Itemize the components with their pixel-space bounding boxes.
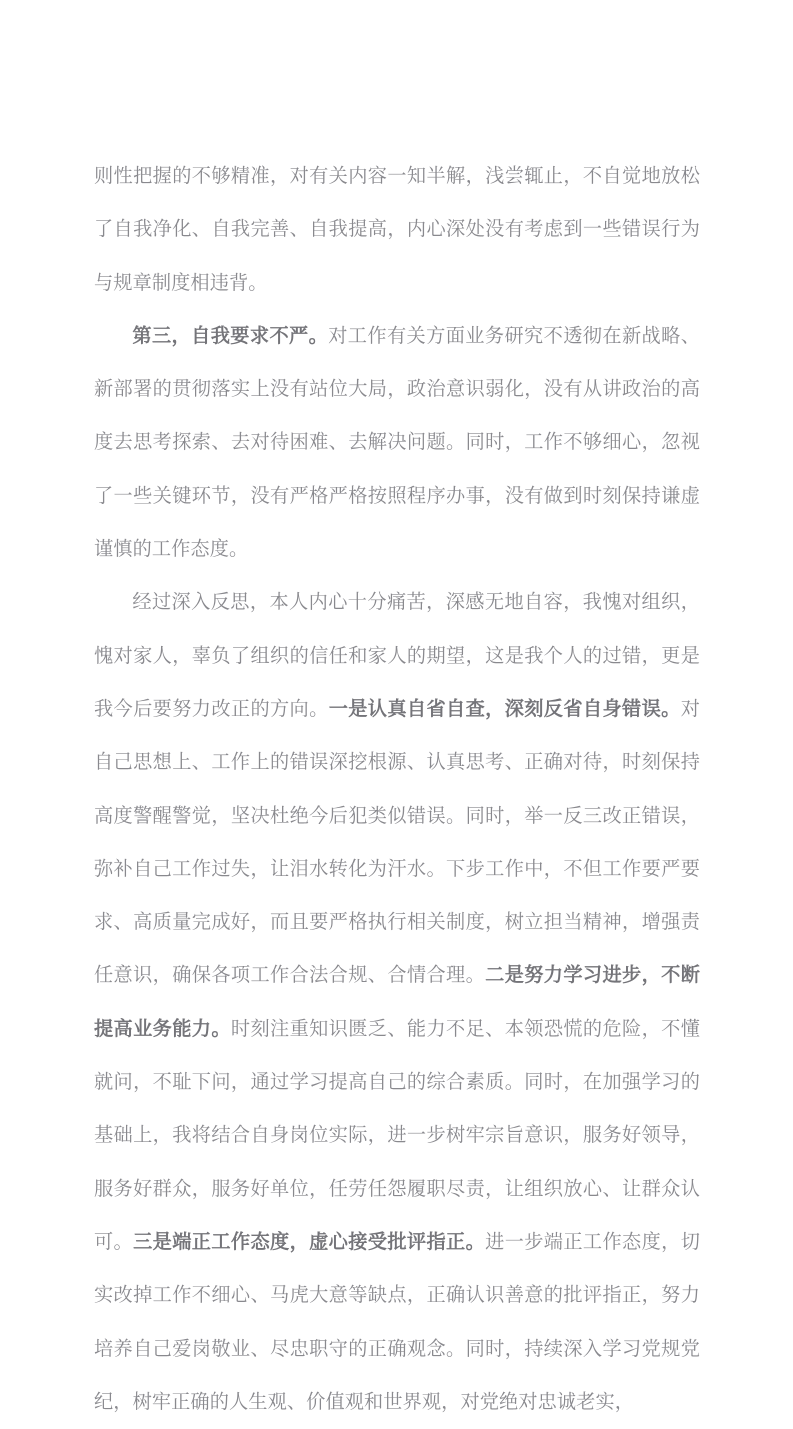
paragraph bbox=[94, 310, 700, 576]
text-run: 进一步端正工作态度，切实改掉工作不细心、马虎大意等缺点，正确认识善意的批评指正，努力培养自己爱岗敬业、尽忠职守的正确观念。同时，持续深入学习党规党纪，树牢正确的人生观、价值观和世界观，对党绝对忠诚老实， bbox=[94, 1231, 700, 1413]
bold-run: 二是努力学习进步，不断提高业务能力。 bbox=[94, 965, 700, 1040]
text-run: 对自己思想上、工作上的错误深挖根源、认真思考、正确对待，时刻保持高度警醒警觉，坚决杜绝今后犯类似错误。同时，举一反三改正错误，弥补自己工作过失，让泪水转化为汗水。下步工作中，不但工作要严要求、高质量完成好，而且要严格执行相关制度，树立担当精神，增强责任意识，确保各项工作合法合规、合情合理。 bbox=[94, 698, 700, 987]
paragraph bbox=[94, 150, 700, 310]
bold-run: 三是端正工作态度，虚心接受批评指正。 bbox=[133, 1231, 486, 1253]
paragraph bbox=[94, 576, 700, 1429]
text-run: 则性把握的不够精准，对有关内容一知半解，浅尝辄止，不自觉地放松了自我净化、自我完善、自我提高，内心深处没有考虑到一些错误行为与规章制度相违背。 bbox=[94, 166, 700, 294]
bold-run: 一是认真自省自查，深刻反省自身错误。 bbox=[328, 698, 681, 720]
text-run: 经过深入反思，本人内心十分痛苦，深感无地自容，我愧对组织，愧对家人，辜负了组织的信任和家人的期望，这是我个人的过错，更是我今后要努力改正的方向。 bbox=[94, 592, 700, 720]
text-run: 对工作有关方面业务研究不透彻在新战略、新部署的贯彻落实上没有站位大局，政治意识弱化，没有从讲政治的高度去思考探索、去对待困难、去解决问题。同时，工作不够细心，忽视了一些关键环节，没有严格严格按照程序办事，没有做到时刻保持谦虚谨慎的工作态度。 bbox=[94, 325, 700, 561]
document-text-body bbox=[94, 150, 700, 1429]
text-run: 时刻注重知识匮乏、能力不足、本领恐慌的危险，不懂就问，不耻下问，通过学习提高自己的综合素质。同时，在加强学习的基础上，我将结合自身岗位实际，进一步树牢宗旨意识，服务好领导，服务好群众，服务好单位，任劳任怨履职尽责，让组织放心、让群众认可。 bbox=[94, 1018, 700, 1253]
bold-run: 第三，自我要求不严。 bbox=[132, 325, 329, 347]
